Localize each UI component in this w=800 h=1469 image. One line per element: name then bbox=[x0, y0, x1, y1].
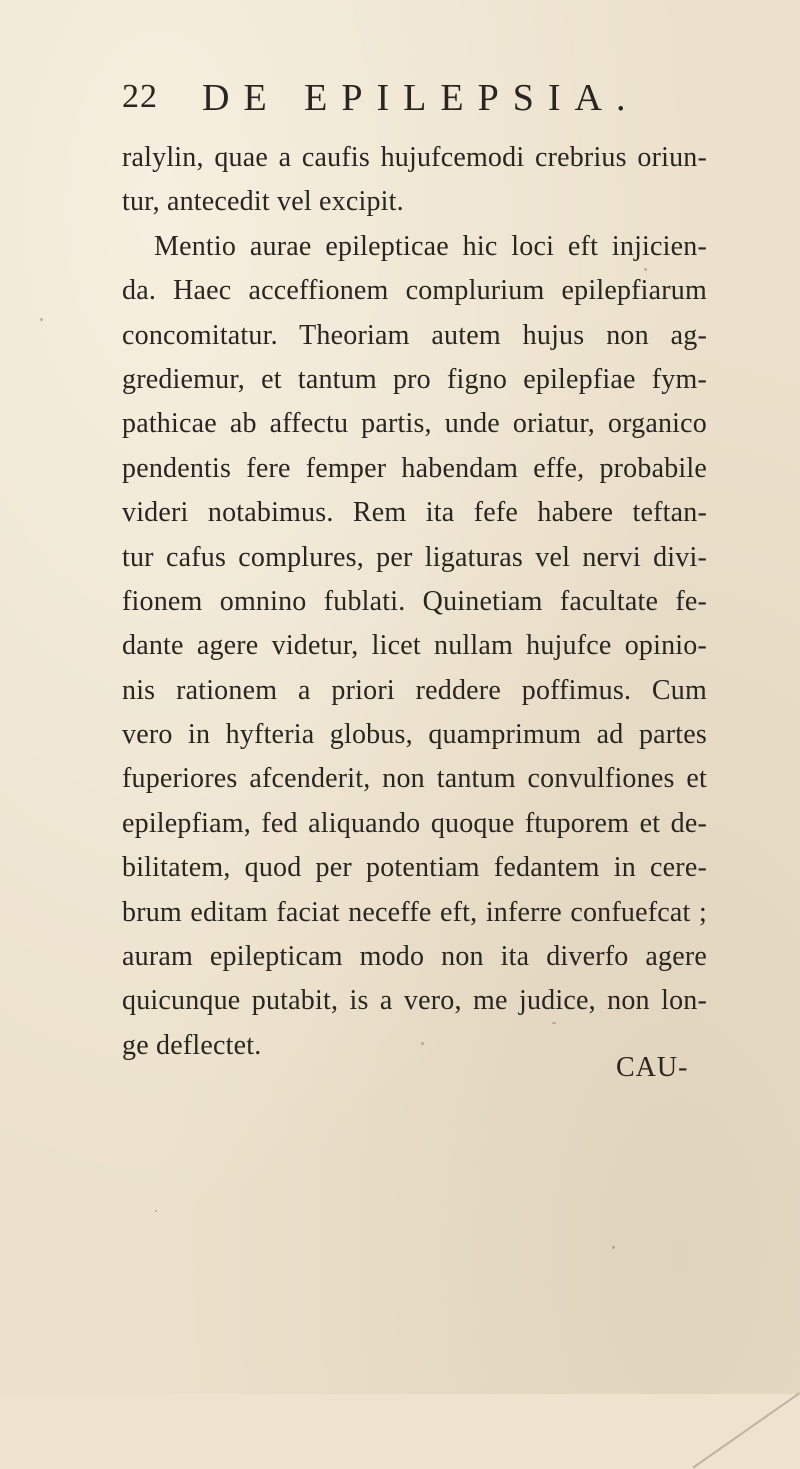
text-line: nis rationem a priori reddere poffimus. Cum bbox=[122, 674, 707, 706]
text-line: tur, antecedit vel excipit. bbox=[122, 186, 404, 218]
text-line: auram epilepticam modo non ita diverfo agere bbox=[122, 941, 707, 973]
running-head bbox=[122, 76, 702, 124]
text-line: fuperiores afcenderit, non tantum convulfiones et bbox=[122, 763, 707, 795]
page-title: DE EPILEPSIA. bbox=[202, 77, 640, 119]
text-line: concomitatur. Theoriam autem hujus non ag- bbox=[122, 319, 707, 351]
page-number: 22 bbox=[122, 78, 158, 115]
paper-speck bbox=[644, 268, 647, 271]
text-line: pathicae ab affectu partis, unde oriatur, organico bbox=[122, 408, 707, 440]
paper-speck bbox=[40, 318, 43, 321]
catchword: CAU- bbox=[616, 1052, 689, 1083]
text-line: brum editam faciat neceffe eft, inferre confuefcat ; bbox=[122, 896, 707, 928]
body-text bbox=[122, 136, 707, 1068]
paper-speck bbox=[421, 1042, 424, 1045]
text-line: fionem omnino fublati. Quinetiam facultate fe- bbox=[122, 585, 707, 617]
text-line: grediemur, et tantum pro figno epilepfiae fym- bbox=[122, 363, 707, 395]
text-line: dante agere videtur, licet nullam hujufce opinio- bbox=[122, 630, 707, 662]
text-line: ge deflectet. bbox=[122, 1029, 262, 1061]
text-line: videri notabimus. Rem ita fefe habere teftan- bbox=[122, 497, 707, 529]
text-line: vero in hyfteria globus, quamprimum ad partes bbox=[122, 719, 707, 751]
text-line: pendentis fere femper habendam effe, probabile bbox=[122, 452, 707, 484]
text-line: bilitatem, quod per potentiam fedantem in cere- bbox=[122, 852, 707, 884]
text-line: Mentio aurae epilepticae hic loci eft injicien- bbox=[154, 230, 707, 262]
page-corner-crease bbox=[692, 1392, 800, 1468]
paper-speck bbox=[552, 1022, 556, 1024]
text-line: da. Haec acceffionem complurium epilepfiarum bbox=[122, 275, 707, 307]
text-line: epilepfiam, fed aliquando quoque ftuporem et de- bbox=[122, 807, 707, 839]
text-line: ralylin, quae a caufis hujufcemodi crebrius oriun- bbox=[122, 142, 707, 173]
text-line: quicunque putabit, is a vero, me judice, non lon- bbox=[122, 985, 707, 1017]
text-line: tur cafus complures, per ligaturas vel nervi divi- bbox=[122, 541, 707, 573]
paper-speck bbox=[612, 1246, 615, 1249]
paper-speck bbox=[155, 1210, 157, 1212]
